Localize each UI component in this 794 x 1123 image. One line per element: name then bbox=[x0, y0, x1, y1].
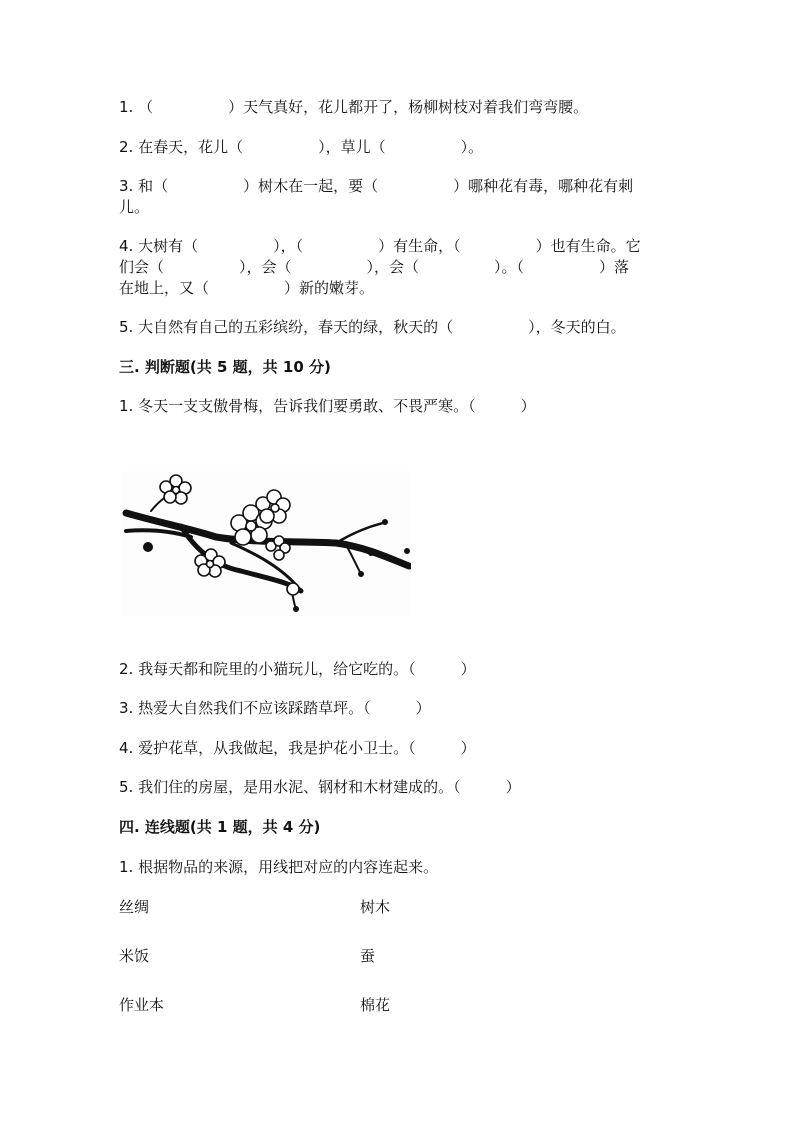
fill-q1: 1. （ ）天气真好，花儿都开了，杨柳树枝对着我们弯弯腰。 bbox=[119, 98, 589, 116]
judge-q2: 2. 我每天都和院里的小猫玩儿，给它吃的。（ ） bbox=[119, 660, 476, 678]
judge-q4: 4. 爱护花草，从我做起，我是护花小卫士。（ ） bbox=[119, 739, 476, 757]
section-heading-judge: 三. 判断题(共 5 题，共 10 分) bbox=[119, 358, 331, 376]
judge-q3: 3. 热爱大自然我们不应该踩踏草坪。（ ） bbox=[119, 699, 431, 717]
fill-q4-line2: 们会（ ），会（ ），会（ ）。（ ）落 bbox=[119, 258, 630, 276]
fill-q5: 5. 大自然有自己的五彩缤纷，春天的绿，秋天的（ ），冬天的白。 bbox=[119, 318, 626, 336]
match-left-item: 米饭 bbox=[119, 947, 150, 965]
fill-q4-line3: 在地上，又（ ）新的嫩芽。 bbox=[119, 279, 375, 297]
fill-q3-line2: 儿。 bbox=[119, 198, 150, 216]
match-right-item: 树木 bbox=[360, 898, 391, 916]
match-left-item: 丝绸 bbox=[119, 898, 150, 916]
judge-q5: 5. 我们住的房屋，是用水泥、钢材和木材建成的。（ ） bbox=[119, 778, 521, 796]
judge-q1: 1. 冬天一支支傲骨梅，告诉我们要勇敢、不畏严寒。（ ） bbox=[119, 397, 536, 415]
fill-q2: 2. 在春天，花儿（ ），草儿（ ）。 bbox=[119, 138, 484, 156]
match-right-item: 蚕 bbox=[360, 947, 376, 965]
match-right-item: 棉花 bbox=[360, 996, 391, 1014]
match-q1: 1. 根据物品的来源，用线把对应的内容连起来。 bbox=[119, 858, 439, 876]
fill-q3-line1: 3. 和（ ）树木在一起，要（ ）哪种花有毒，哪种花有刺 bbox=[119, 177, 634, 195]
fill-q4-line1: 4. 大树有（ ），（ ）有生命，（ ）也有生命。它 bbox=[119, 237, 641, 255]
plum-blossom-branch-image bbox=[121, 471, 411, 616]
section-heading-match: 四. 连线题(共 1 题，共 4 分) bbox=[119, 818, 321, 836]
match-left-item: 作业本 bbox=[119, 996, 165, 1014]
